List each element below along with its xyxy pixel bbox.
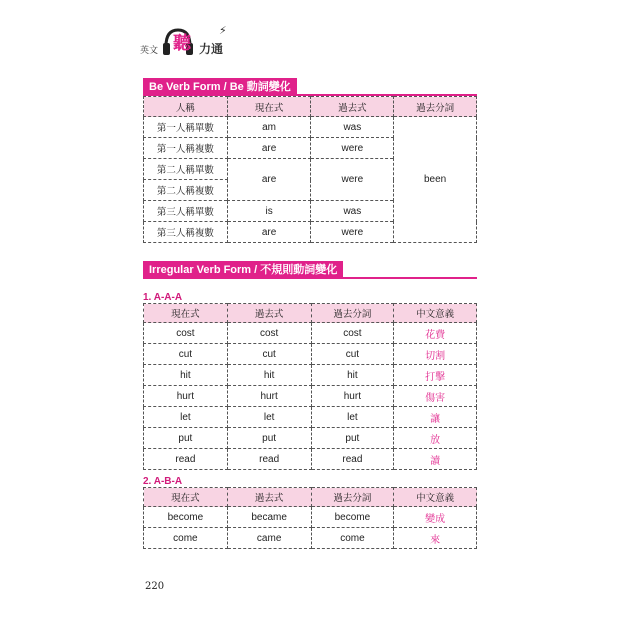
past-cell: were	[311, 222, 394, 243]
person-cell: 第二人稱複數	[144, 180, 228, 201]
meaning-cell: 打擊	[394, 365, 477, 386]
past-cell: was	[311, 117, 394, 138]
past-cell: came	[227, 528, 311, 549]
meaning-cell: 讀	[394, 449, 477, 470]
aaa-verb-table	[143, 303, 477, 470]
meaning-cell: 切割	[394, 344, 477, 365]
meaning-cell: 放	[394, 428, 477, 449]
table-row	[144, 507, 477, 528]
present-cell: read	[144, 449, 228, 470]
header-cell: 現在式	[227, 97, 311, 117]
page-number: 220	[145, 581, 165, 592]
table-row	[144, 386, 477, 407]
participle-cell: hit	[311, 365, 394, 386]
sub-heading-aaa: 1. A-A-A	[143, 292, 183, 303]
participle-cell: hurt	[311, 386, 394, 407]
section-heading-be-verb: Be Verb Form / Be 動詞變化	[143, 78, 297, 96]
header-cell: 現在式	[144, 488, 228, 507]
logo-suffix: 力通	[199, 41, 224, 56]
past-cell: cost	[227, 323, 311, 344]
present-cell: am	[227, 117, 311, 138]
meaning-cell: 傷害	[394, 386, 477, 407]
participle-cell: read	[311, 449, 394, 470]
participle-cell: been	[394, 117, 477, 243]
person-cell: 第三人稱單數	[144, 201, 228, 222]
past-cell: hurt	[227, 386, 311, 407]
meaning-cell: 變成	[394, 507, 477, 528]
section-rule	[143, 277, 477, 279]
table-row	[144, 323, 477, 344]
section-heading-irregular-verb: Irregular Verb Form / 不規則動詞變化	[143, 261, 343, 279]
table-header-row	[144, 304, 477, 323]
logo-prefix: 英文	[140, 45, 159, 56]
present-cell: cut	[144, 344, 228, 365]
past-cell: read	[227, 449, 311, 470]
table-row	[144, 344, 477, 365]
table-row	[144, 528, 477, 549]
present-cell: are	[227, 222, 311, 243]
participle-cell: put	[311, 428, 394, 449]
participle-cell: let	[311, 407, 394, 428]
participle-cell: cost	[311, 323, 394, 344]
present-cell: cost	[144, 323, 228, 344]
be-verb-table	[143, 96, 477, 243]
past-cell: hit	[227, 365, 311, 386]
past-cell: put	[227, 428, 311, 449]
book-logo	[140, 24, 227, 62]
table-header-row	[144, 97, 477, 117]
header-cell: 過去式	[227, 304, 311, 323]
present-cell: hit	[144, 365, 228, 386]
present-cell: are	[227, 159, 311, 201]
header-cell: 過去式	[227, 488, 311, 507]
past-cell: were	[311, 159, 394, 201]
meaning-cell: 花費	[394, 323, 477, 344]
header-cell: 人稱	[144, 97, 228, 117]
sub-heading-aba: 2. A-B-A	[143, 476, 183, 487]
header-cell: 中文意義	[394, 304, 477, 323]
past-cell: cut	[227, 344, 311, 365]
present-cell: are	[227, 138, 311, 159]
participle-cell: cut	[311, 344, 394, 365]
past-cell: became	[227, 507, 311, 528]
table-row	[144, 407, 477, 428]
person-cell: 第二人稱單數	[144, 159, 228, 180]
table-row	[144, 449, 477, 470]
participle-cell: become	[311, 507, 394, 528]
header-cell: 中文意義	[394, 488, 477, 507]
present-cell: become	[144, 507, 228, 528]
lightning-icon: ⚡	[219, 24, 227, 37]
past-cell: was	[311, 201, 394, 222]
table-row	[144, 428, 477, 449]
table-header-row	[144, 488, 477, 507]
header-cell: 過去分詞	[311, 304, 394, 323]
present-cell: put	[144, 428, 228, 449]
present-cell: let	[144, 407, 228, 428]
meaning-cell: 讓	[394, 407, 477, 428]
past-cell: were	[311, 138, 394, 159]
aba-verb-table	[143, 487, 477, 549]
person-cell: 第一人稱單數	[144, 117, 228, 138]
person-cell: 第三人稱複數	[144, 222, 228, 243]
header-cell: 現在式	[144, 304, 228, 323]
table-row	[144, 365, 477, 386]
meaning-cell: 來	[394, 528, 477, 549]
header-cell: 過去分詞	[394, 97, 477, 117]
logo-big-char: 聽	[173, 33, 192, 54]
present-cell: hurt	[144, 386, 228, 407]
present-cell: is	[227, 201, 311, 222]
past-cell: let	[227, 407, 311, 428]
header-cell: 過去式	[311, 97, 394, 117]
participle-cell: come	[311, 528, 394, 549]
person-cell: 第一人稱複數	[144, 138, 228, 159]
present-cell: come	[144, 528, 228, 549]
header-cell: 過去分詞	[311, 488, 394, 507]
table-row	[144, 117, 477, 138]
